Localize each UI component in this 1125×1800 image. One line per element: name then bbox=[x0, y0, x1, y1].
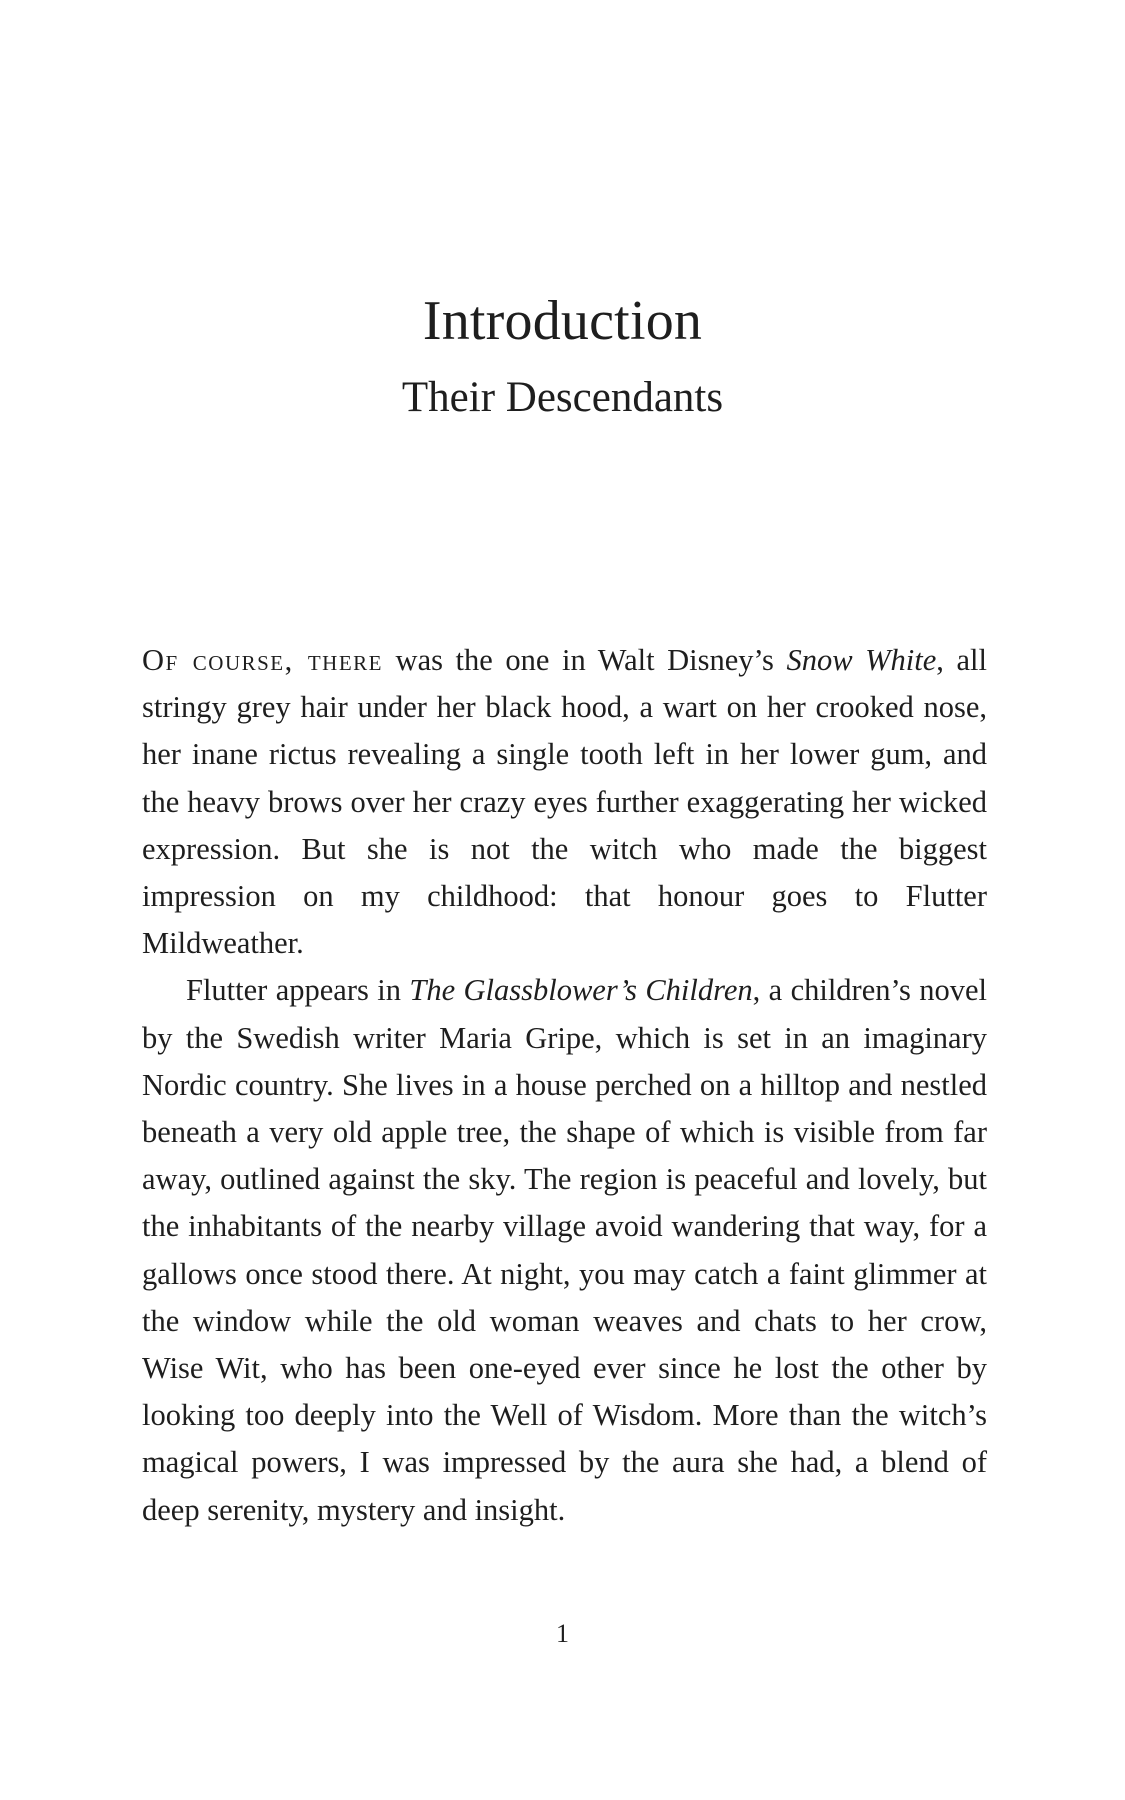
paragraph-2 bbox=[142, 967, 987, 1533]
paragraph-2-text-b: , a children’s novel by the Swedish writer Maria Gripe, which is set in an imaginary Nordic country. She lives in a house perched on a hilltop and nestled beneath a very old apple tree, the shape of which is visible from far away, outlined against the sky. The region is peaceful and lovely, but the inhabitants of the nearby village avoid wandering that way, for a gallows once stood there. At night, you may catch a faint glimmer at the window while the old woman weaves and chats to her crow, Wise Wit, who has been one-eyed ever since he lost the other by looking too deeply into the Well of Wisdom. More than the witch’s magical powers, I was impressed by the aura she had, a blend of deep serenity, mystery and insight. bbox=[142, 973, 987, 1527]
film-title: Snow White bbox=[786, 643, 937, 677]
opening-small-caps: Of course, there bbox=[142, 643, 383, 677]
page-number: 1 bbox=[556, 1619, 569, 1648]
paragraph-1-text-b: , all stringy grey hair under her black hood, a wart on her crooked nose, her inane rictus revealing a single tooth left in her lower gum, and the heavy brows over her crazy eyes further exaggerating her wicked expression. But she is not the witch who made the biggest impression on my childhood: that honour goes to Flutter Mildweather. bbox=[142, 643, 987, 961]
paragraph-2-text-a: Flutter appears in bbox=[186, 973, 410, 1008]
paragraph-1-text-a: was the one in Walt Disney’s bbox=[382, 643, 787, 677]
novel-title: The Glassblower’s Children bbox=[409, 973, 753, 1008]
body-text bbox=[142, 637, 987, 1534]
chapter-subtitle: Their Descendants bbox=[401, 374, 724, 421]
chapter-title: Introduction bbox=[422, 290, 703, 352]
paragraph-1 bbox=[142, 637, 987, 967]
